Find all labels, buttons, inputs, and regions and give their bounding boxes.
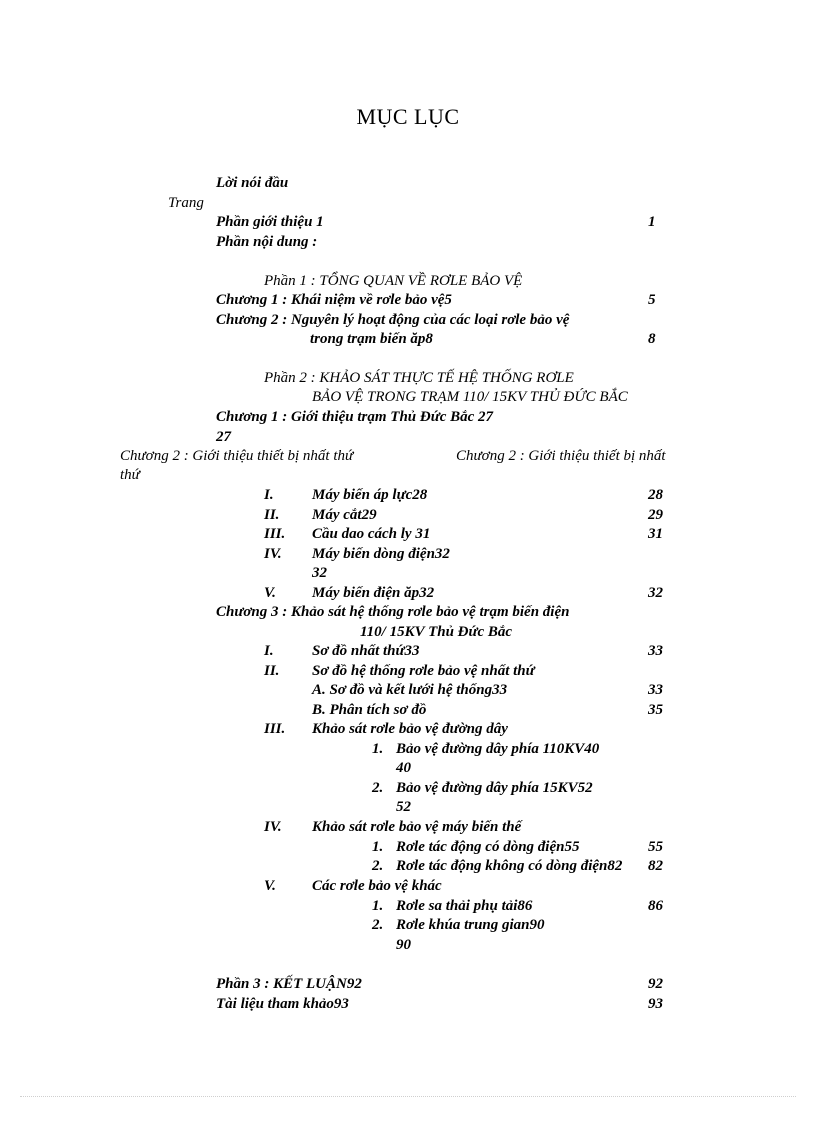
toc-subitem: A. Sơ đồ và kết lưới hệ thống33 bbox=[312, 682, 508, 698]
toc-item: Các rơle bảo vệ khác bbox=[312, 878, 442, 894]
toc-page-number: 5 bbox=[648, 292, 656, 308]
toc-page-number: 33 bbox=[648, 682, 663, 698]
toc-page-number: 1 bbox=[648, 214, 656, 230]
toc-subitem: Rơle sa thải phụ tải86 bbox=[396, 898, 533, 914]
toc-entry-p1-c2: Chương 2 : Nguyên lý hoạt động của các loại rơle bảo vệ bbox=[216, 312, 570, 328]
toc-item: Sơ đồ nhất thứ33 bbox=[312, 643, 420, 659]
toc-subitem: Rơle khúa trung gian90 bbox=[396, 917, 545, 933]
toc-subitem: B. Phân tích sơ đồ bbox=[312, 702, 427, 718]
toc-page-number: 33 bbox=[648, 643, 663, 659]
toc-page-number: 93 bbox=[648, 996, 663, 1012]
toc-item-number: 2. bbox=[372, 858, 384, 874]
toc-subitem: Rơle tác động có dòng điện55 bbox=[396, 839, 580, 855]
toc-page-number: 40 bbox=[396, 760, 411, 776]
toc-entry-noi-dung: Phần nội dung : bbox=[216, 234, 318, 250]
toc-entry-p2-c1-page: 27 bbox=[216, 429, 231, 445]
toc-item-number: 1. bbox=[372, 839, 384, 855]
toc-item: Máy biến áp lực28 bbox=[312, 487, 428, 503]
toc-item: Cầu dao cách ly 31 bbox=[312, 526, 431, 542]
toc-part2-heading: Phần 2 : KHẢO SÁT THỰC TẾ HỆ THỐNG RƠLE bbox=[264, 370, 574, 386]
toc-item-number: IV. bbox=[264, 819, 282, 835]
toc-item: Khảo sát rơle bảo vệ đường dây bbox=[312, 721, 508, 737]
toc-page-number: 28 bbox=[648, 487, 663, 503]
toc-page-number: 35 bbox=[648, 702, 663, 718]
toc-page-number: 8 bbox=[648, 331, 656, 347]
toc-item-number: V. bbox=[264, 878, 276, 894]
toc-entry-p2-c3-cont: 110/ 15KV Thủ Đức Bắc bbox=[360, 624, 513, 640]
toc-item: Sơ đồ hệ thống rơle bảo vệ nhất thứ bbox=[312, 663, 535, 679]
toc-entry-p3: Phần 3 : KẾT LUẬN92 bbox=[216, 976, 362, 992]
toc-item-number: 2. bbox=[372, 780, 384, 796]
toc-entry-p1-c1: Chương 1 : Khái niệm về rơle bảo vệ5 bbox=[216, 292, 452, 308]
page-bottom-divider bbox=[20, 1096, 796, 1097]
toc-item-number: III. bbox=[264, 721, 286, 737]
toc-entry-p2-c3: Chương 3 : Khảo sát hệ thống rơle bảo vệ trạm biến điện bbox=[216, 604, 570, 620]
toc-page-number: 29 bbox=[648, 507, 663, 523]
toc-column-label-trang: Trang bbox=[168, 195, 204, 211]
toc-page-number: 86 bbox=[648, 898, 663, 914]
toc-page-number: 92 bbox=[648, 976, 663, 992]
toc-page-number: 52 bbox=[396, 799, 411, 815]
toc-entry-p1-c2-cont: trong trạm biến ăp8 bbox=[310, 331, 433, 347]
toc-item-number: II. bbox=[264, 663, 280, 679]
toc-item-number: V. bbox=[264, 585, 276, 601]
toc-item: Máy cắt29 bbox=[312, 507, 377, 523]
toc-entry-p2-c2-wrap: thứ bbox=[120, 467, 140, 483]
toc-page-number: 90 bbox=[396, 937, 411, 953]
toc-subitem: Rơle tác động không có dòng điện82 bbox=[396, 858, 623, 874]
toc-item-number: II. bbox=[264, 507, 280, 523]
toc-subitem: Bảo vệ đường dây phía 15KV52 bbox=[396, 780, 593, 796]
toc-part2-heading-cont: BẢO VỆ TRONG TRẠM 110/ 15KV THỦ ĐỨC BẮC bbox=[312, 389, 628, 405]
toc-part1-heading: Phần 1 : TỔNG QUAN VỀ RƠLE BẢO VỆ bbox=[264, 273, 523, 289]
toc-item-number: III. bbox=[264, 526, 286, 542]
toc-page-number: 82 bbox=[648, 858, 663, 874]
toc-page-number: 32 bbox=[312, 565, 327, 581]
toc-item-number: I. bbox=[264, 643, 274, 659]
toc-entry-p2-c2: Chương 2 : Giới thiệu thiết bị nhất thứ bbox=[120, 448, 354, 464]
toc-subitem: Bảo vệ đường dây phía 110KV40 bbox=[396, 741, 600, 757]
toc-item: Máy biến dòng điện32 bbox=[312, 546, 450, 562]
toc-item-number: 1. bbox=[372, 741, 384, 757]
toc-entry-p2-c1: Chương 1 : Giới thiệu trạm Thủ Đức Bắc 27 bbox=[216, 409, 494, 425]
toc-item-number: 2. bbox=[372, 917, 384, 933]
toc-item-number: I. bbox=[264, 487, 274, 503]
toc-item: Khảo sát rơle bảo vệ máy biến thế bbox=[312, 819, 522, 835]
toc-entry-p2-c2-dup: Chương 2 : Giới thiệu thiết bị nhất bbox=[456, 448, 666, 464]
toc-entry-gioi-thieu: Phần giới thiệu 1 bbox=[216, 214, 324, 230]
toc-page-number: 55 bbox=[648, 839, 663, 855]
page-title: MỤC LỤC bbox=[356, 104, 460, 129]
toc-page-number: 31 bbox=[648, 526, 663, 542]
toc-item: Máy biến điện ăp32 bbox=[312, 585, 435, 601]
toc-item-number: 1. bbox=[372, 898, 384, 914]
toc-entry-loi-noi-dau: Lời nói đầu bbox=[216, 175, 289, 191]
toc-item-number: IV. bbox=[264, 546, 282, 562]
toc-entry-tai-lieu: Tài liệu tham khảo93 bbox=[216, 996, 349, 1012]
toc-page-number: 32 bbox=[648, 585, 663, 601]
